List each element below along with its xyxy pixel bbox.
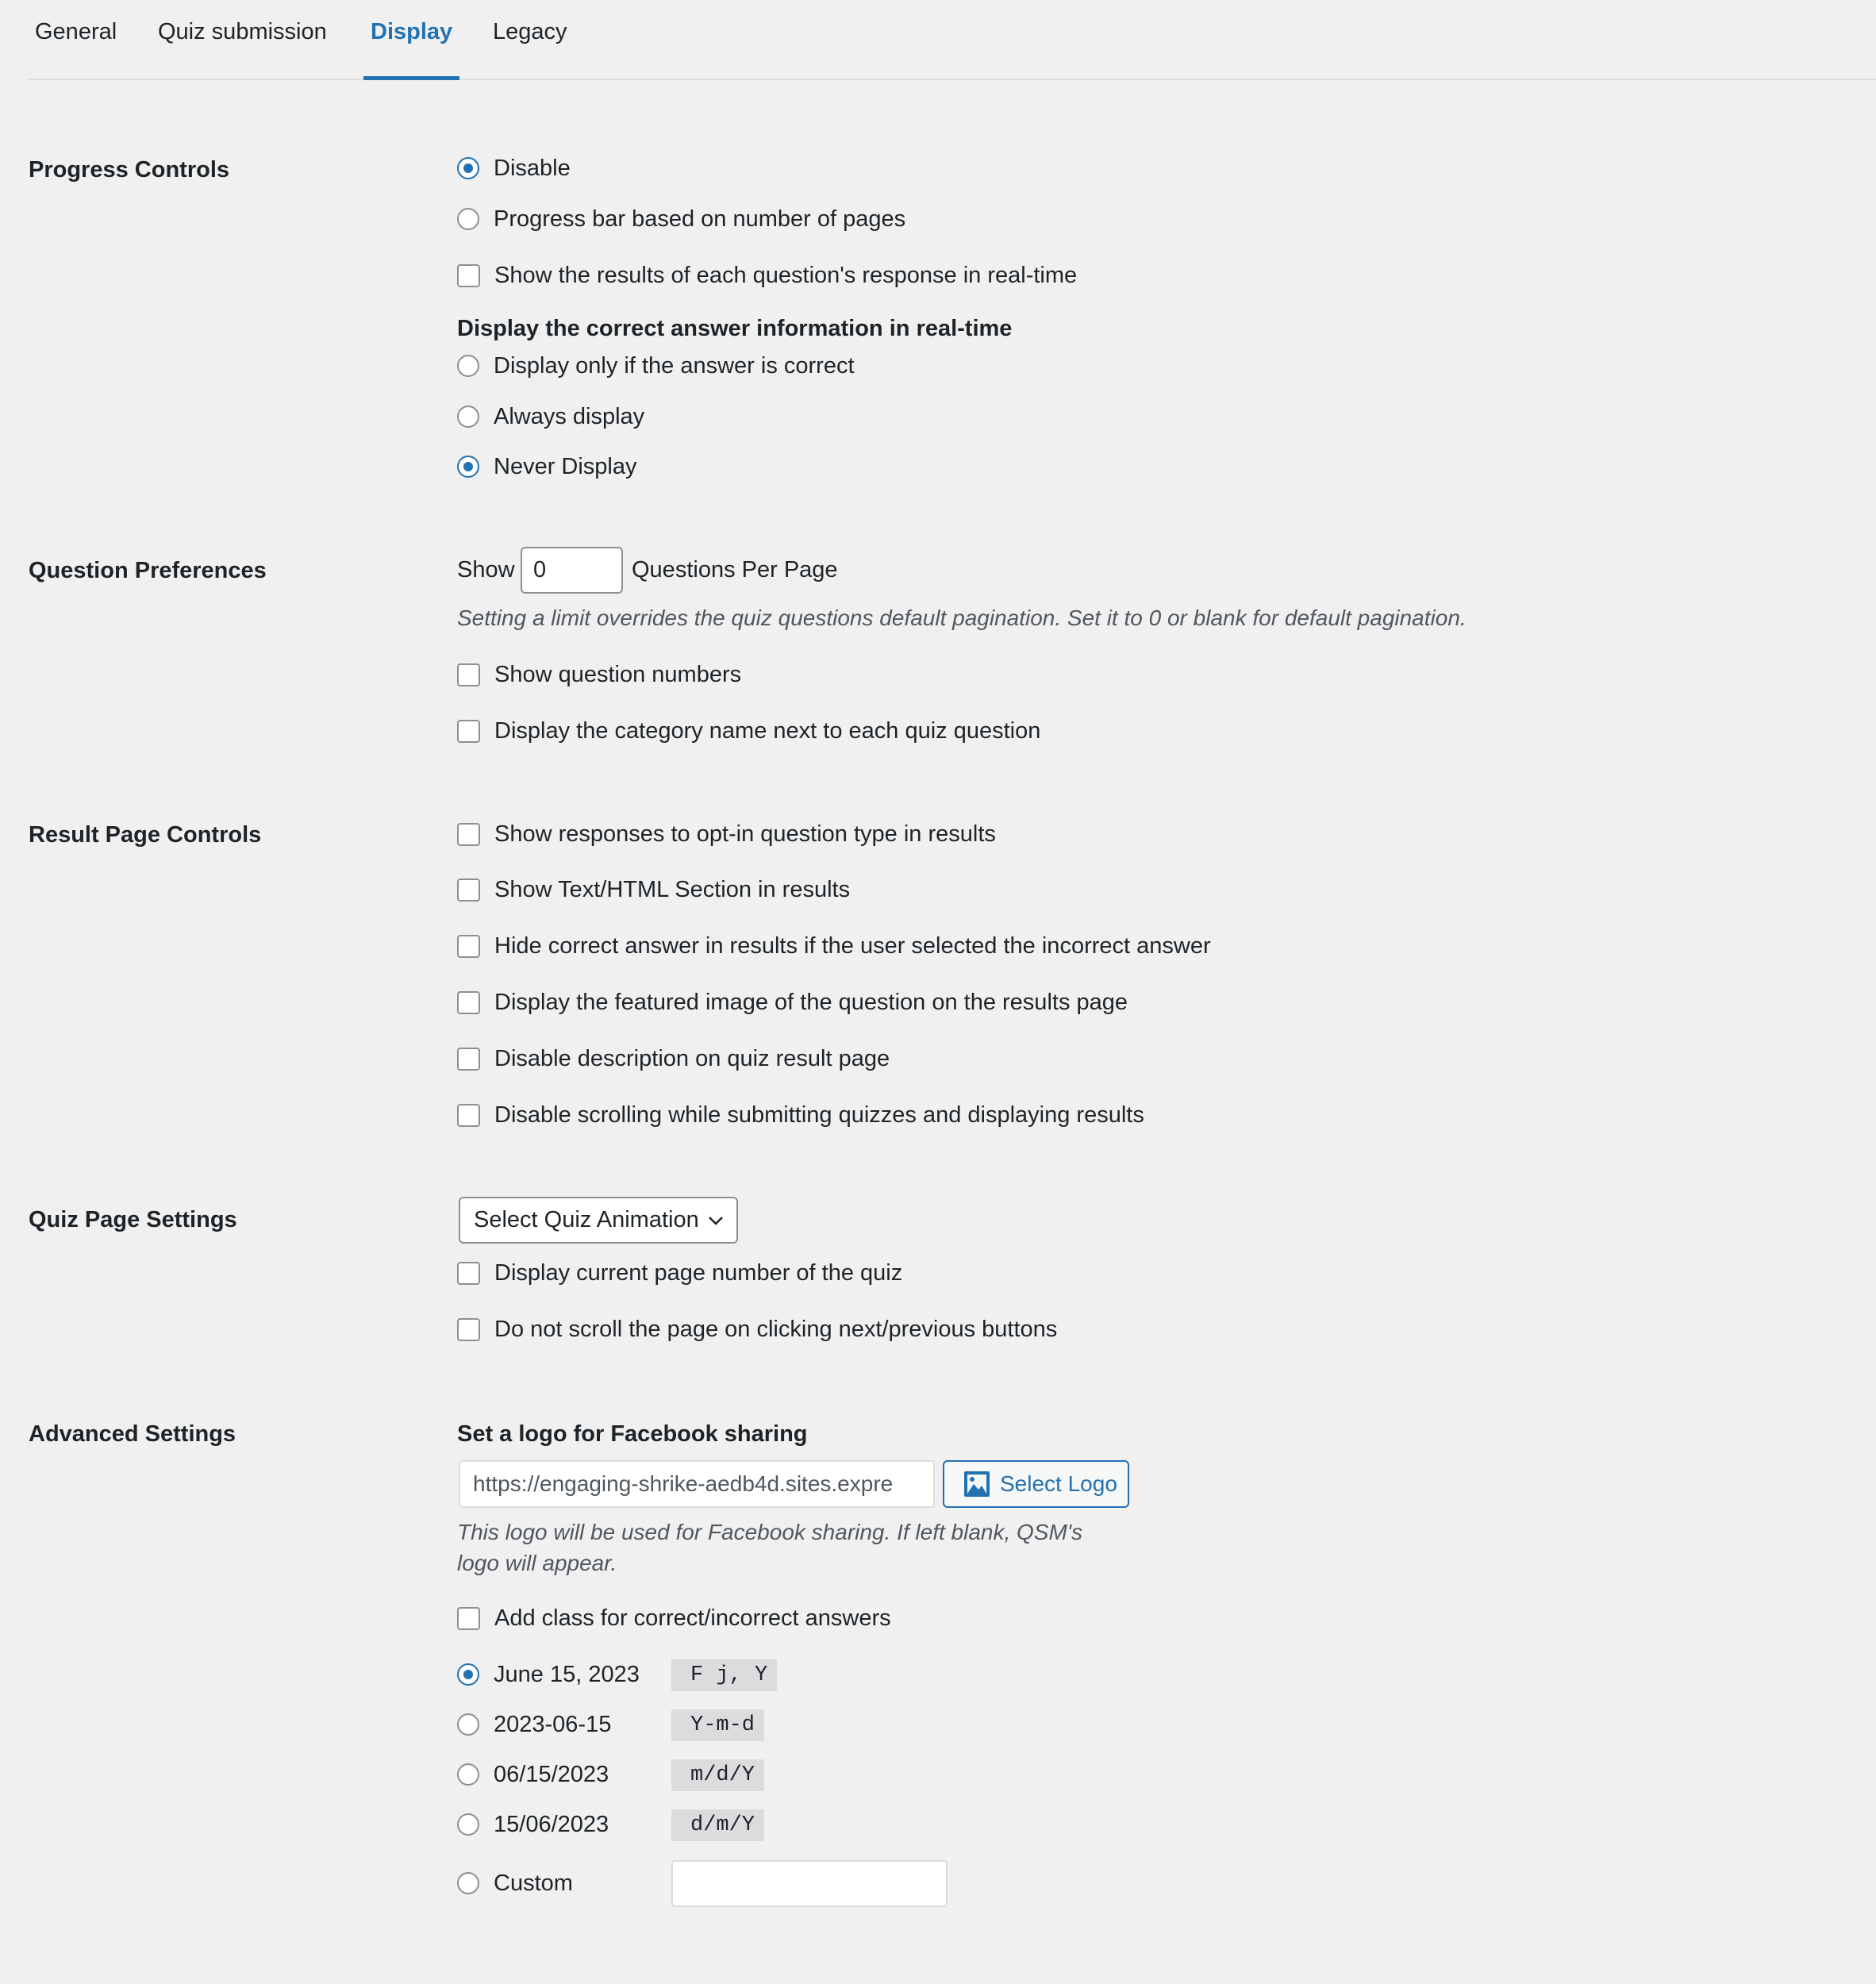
- logo-url-input[interactable]: [459, 1460, 935, 1508]
- option-label: Disable scrolling while submitting quizzes and displaying results: [494, 1102, 1144, 1128]
- option-label: Show responses to opt-in question type in results: [494, 821, 996, 847]
- checkbox-icon[interactable]: [457, 879, 480, 902]
- date-format-code: m/d/Y: [671, 1759, 764, 1791]
- option-label: Display current page number of the quiz: [494, 1259, 903, 1286]
- radio-selected-icon[interactable]: [457, 157, 479, 179]
- tab-quiz-submission[interactable]: [151, 19, 334, 80]
- checkbox-icon[interactable]: [457, 823, 480, 846]
- checkbox-icon[interactable]: [457, 1262, 480, 1285]
- checkbox-show-results-realtime[interactable]: [457, 261, 1077, 290]
- option-label: Show the results of each question's response in real-time: [494, 262, 1078, 288]
- radio-always-display[interactable]: [457, 402, 644, 431]
- radio-icon[interactable]: [457, 355, 479, 377]
- logo-description-line-1: This logo will be used for Facebook sharing. If left blank, QSM's: [457, 1520, 1083, 1544]
- image-icon: [963, 1471, 990, 1498]
- radio-icon[interactable]: [457, 1763, 479, 1786]
- quiz-page-settings-label: Quiz Page Settings: [29, 1207, 237, 1232]
- checkbox-opt-in-responses[interactable]: [457, 820, 996, 848]
- question-preferences-label: Question Preferences: [29, 558, 267, 583]
- tab-label: Legacy: [493, 19, 567, 44]
- input-value: https://engaging-shrike-aedb4d.sites.expre: [473, 1471, 894, 1496]
- radio-selected-icon[interactable]: [457, 456, 479, 478]
- show-label: [457, 556, 515, 584]
- radio-icon[interactable]: [457, 208, 479, 230]
- facebook-logo-heading: Set a logo for Facebook sharing: [457, 1421, 808, 1447]
- suffix-text: Questions Per Page: [632, 556, 838, 583]
- checkbox-hide-correct-answer[interactable]: [457, 932, 1211, 960]
- option-label: 06/15/2023: [494, 1761, 609, 1787]
- option-label: Disable: [494, 155, 571, 181]
- result-page-controls-label: Result Page Controls: [29, 822, 262, 848]
- checkbox-add-class[interactable]: [457, 1604, 891, 1632]
- button-label: Select Logo: [1000, 1471, 1117, 1496]
- option-label: Always display: [494, 403, 645, 429]
- input-value: 0: [533, 557, 547, 583]
- show-text: Show: [457, 556, 515, 583]
- questions-per-page-suffix: [632, 556, 838, 584]
- option-label: Never Display: [494, 453, 637, 479]
- checkbox-show-question-numbers[interactable]: [457, 660, 741, 689]
- checkbox-disable-scrolling[interactable]: [457, 1101, 1144, 1129]
- radio-date-format-3[interactable]: [457, 1760, 609, 1789]
- option-label: Custom: [494, 1870, 573, 1896]
- radio-progress-bar[interactable]: [457, 205, 905, 233]
- option-label: Display the featured image of the question on the results page: [494, 989, 1128, 1015]
- radio-date-format-1[interactable]: [457, 1660, 640, 1689]
- radio-never-display[interactable]: [457, 452, 637, 481]
- checkbox-icon[interactable]: [457, 1318, 480, 1341]
- option-label: Disable description on quiz result page: [494, 1045, 890, 1071]
- advanced-settings-label: Advanced Settings: [29, 1421, 236, 1447]
- tab-label: General: [35, 19, 117, 44]
- radio-selected-icon[interactable]: [457, 1663, 479, 1686]
- checkbox-no-scroll[interactable]: [457, 1315, 1057, 1344]
- tab-general[interactable]: [28, 19, 124, 80]
- option-label: Add class for correct/incorrect answers: [494, 1605, 891, 1631]
- checkbox-icon[interactable]: [457, 1104, 480, 1127]
- checkbox-current-page-number[interactable]: [457, 1259, 902, 1287]
- option-label: 2023-06-15: [494, 1711, 612, 1737]
- checkbox-featured-image[interactable]: [457, 988, 1128, 1017]
- option-label: Show question numbers: [494, 661, 742, 687]
- option-label: Do not scroll the page on clicking next/previous buttons: [494, 1316, 1058, 1342]
- radio-icon[interactable]: [457, 406, 479, 428]
- radio-icon[interactable]: [457, 1713, 479, 1736]
- custom-date-format-input[interactable]: [671, 1860, 948, 1907]
- option-label: Show Text/HTML Section in results: [494, 876, 851, 902]
- chevron-down-icon: [708, 1215, 724, 1226]
- checkbox-icon[interactable]: [457, 720, 480, 743]
- date-format-code: F j, Y: [671, 1659, 777, 1691]
- date-format-code: Y-m-d: [671, 1709, 764, 1741]
- checkbox-icon[interactable]: [457, 991, 480, 1014]
- radio-display-if-correct[interactable]: [457, 352, 855, 380]
- radio-date-format-4[interactable]: [457, 1810, 609, 1839]
- radio-progress-disable[interactable]: [457, 154, 571, 183]
- option-label: 15/06/2023: [494, 1811, 609, 1837]
- radio-icon[interactable]: [457, 1813, 479, 1836]
- tab-display[interactable]: [363, 19, 459, 80]
- settings-tabs: [28, 0, 1876, 80]
- tab-label: Quiz submission: [158, 19, 327, 44]
- select-value: Select Quiz Animation: [474, 1207, 699, 1232]
- option-label: Progress bar based on number of pages: [494, 206, 906, 232]
- checkbox-icon[interactable]: [457, 1048, 480, 1071]
- tab-legacy[interactable]: [486, 19, 575, 80]
- questions-per-page-input[interactable]: [521, 547, 623, 594]
- checkbox-disable-description[interactable]: [457, 1044, 890, 1073]
- quiz-animation-select[interactable]: [459, 1197, 738, 1244]
- pagination-description: Setting a limit overrides the quiz questions default pagination. Set it to 0 or blank for default pagination.: [457, 606, 1467, 630]
- checkbox-icon[interactable]: [457, 663, 480, 686]
- progress-controls-label: Progress Controls: [29, 157, 229, 183]
- radio-date-format-2[interactable]: [457, 1710, 611, 1739]
- correct-answer-heading: Display the correct answer information in real-time: [457, 316, 1013, 341]
- checkbox-category-name[interactable]: [457, 717, 1040, 745]
- checkbox-text-html-section[interactable]: [457, 875, 850, 904]
- option-label: Display the category name next to each quiz question: [494, 717, 1041, 744]
- date-format-code: d/m/Y: [671, 1809, 764, 1841]
- option-label: June 15, 2023: [494, 1661, 640, 1687]
- logo-description-line-2: logo will appear.: [457, 1551, 617, 1575]
- tab-label: Display: [371, 19, 453, 44]
- select-logo-button[interactable]: [943, 1460, 1129, 1508]
- checkbox-icon[interactable]: [457, 935, 480, 958]
- radio-icon[interactable]: [457, 1872, 479, 1894]
- checkbox-icon[interactable]: [457, 1607, 480, 1630]
- option-label: Display only if the answer is correct: [494, 352, 855, 379]
- checkbox-icon[interactable]: [457, 264, 480, 287]
- option-label: Hide correct answer in results if the user selected the incorrect answer: [494, 932, 1211, 959]
- radio-date-format-custom[interactable]: [457, 1869, 573, 1897]
